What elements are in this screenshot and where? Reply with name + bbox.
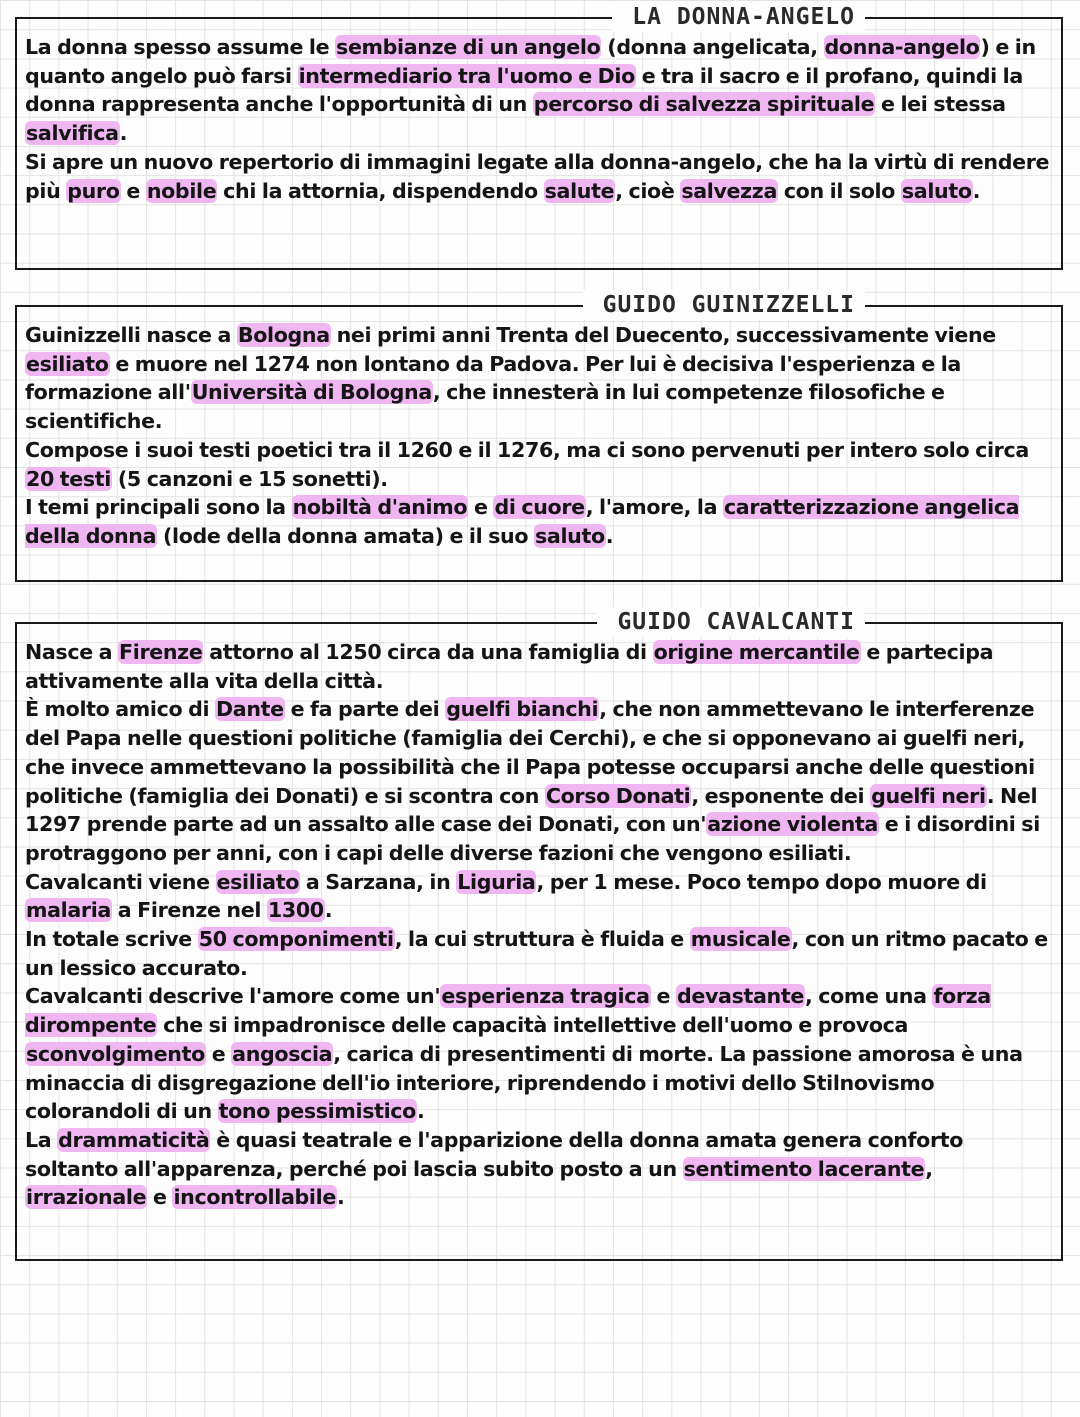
paragraph xyxy=(25,868,1051,925)
text-run: e xyxy=(120,178,146,203)
highlighted-text: Firenze xyxy=(119,640,203,664)
paragraph xyxy=(25,1126,1051,1212)
highlighted-text: nobiltà d'animo xyxy=(292,495,468,520)
paragraph xyxy=(25,436,1051,493)
highlighted-text: saluto xyxy=(534,523,605,548)
text-run: La xyxy=(25,1127,58,1152)
text-run: , la cui struttura è fluida e xyxy=(394,927,690,952)
text-run: , per 1 mese. Poco tempo dopo muore di xyxy=(536,869,987,894)
paragraph xyxy=(25,148,1051,205)
highlighted-text: devastante xyxy=(676,984,804,1009)
highlighted-text: guelfi bianchi xyxy=(446,697,599,722)
highlighted-text: nobile xyxy=(146,178,217,203)
paragraph xyxy=(25,638,1051,695)
section-title: GUIDO CAVALCANTI xyxy=(607,607,865,637)
highlighted-text: tono pessimistico xyxy=(218,1099,416,1124)
highlighted-text: Corso Donati xyxy=(545,783,691,808)
highlighted-text: angoscia xyxy=(232,1041,333,1066)
highlighted-text: musicale xyxy=(690,927,791,952)
highlighted-text: saluto xyxy=(901,178,972,203)
text-run: È molto amico di xyxy=(25,697,216,722)
section-donna-angelo xyxy=(15,4,1063,270)
highlighted-text: di cuore xyxy=(494,495,585,520)
text-run: , come una xyxy=(804,984,933,1009)
text-run: , con un ritmo pacato e un lessico accurato. xyxy=(25,927,1048,980)
text-run: e lei stessa xyxy=(875,92,1006,117)
text-run: a Sarzana, in xyxy=(300,869,457,894)
text-run: . xyxy=(972,178,981,203)
text-run: Guinizzelli nasce a xyxy=(25,323,237,347)
text-run: e fa parte dei xyxy=(284,697,446,722)
text-run: I temi principali sono la xyxy=(25,495,292,520)
section-guido-guinizzelli xyxy=(15,292,1063,582)
text-run: ) e in quanto angelo può farsi xyxy=(25,35,1036,88)
text-run: , carica di presentimenti di morte. La passione amorosa è una minaccia di disgregazione dell'io interiore, riprendendo i motivi dello Stilnovismo colorandoli di un xyxy=(25,1041,1023,1124)
highlighted-text: caratterizzazione angelica della donna xyxy=(25,495,1020,548)
highlighted-text: donna-angelo xyxy=(824,35,980,59)
section-body xyxy=(17,19,1061,205)
highlighted-text: salvifica xyxy=(26,121,119,146)
highlighted-text: sconvolgimento xyxy=(26,1041,205,1066)
highlighted-text: percorso di salvezza spirituale xyxy=(533,92,875,117)
text-run: (donna angelicata, xyxy=(601,35,824,59)
text-run: è quasi teatrale e l'apparizione della donna amata genera conforto soltanto all'apparenza, perché poi lascia subito posto a un xyxy=(25,1127,964,1181)
text-run: , cioè xyxy=(615,178,681,203)
text-run: Compose i suoi testi poetici tra il 1260 e il 1276, ma ci sono pervenuti per intero solo circa xyxy=(25,437,1029,462)
text-run: Nasce a xyxy=(25,640,119,664)
highlighted-text: Liguria xyxy=(457,869,536,894)
highlighted-text: malaria xyxy=(26,898,111,923)
text-run: La donna spesso assume le xyxy=(25,35,336,59)
text-run: attorno al 1250 circa da una famiglia di xyxy=(203,640,653,664)
highlighted-text: azione violenta xyxy=(707,812,878,837)
text-run: , esponente dei xyxy=(691,783,871,808)
text-run: , xyxy=(925,1156,933,1181)
text-run: In totale scrive xyxy=(25,927,198,952)
highlighted-text: esperienza tragica xyxy=(441,984,650,1009)
text-run: (5 canzoni e 15 sonetti). xyxy=(112,466,388,491)
paragraph xyxy=(25,695,1051,867)
highlighted-text: guelfi neri xyxy=(871,783,986,808)
highlighted-text: Bologna xyxy=(237,323,330,347)
highlighted-text: forza dirompente xyxy=(25,984,991,1038)
text-run: . Nel 1297 prende parte ad un assalto alle case dei Donati, con un' xyxy=(25,783,1038,837)
text-run: , che innesterà in lui competenze filosofiche e scientifiche. xyxy=(25,380,945,434)
paragraph xyxy=(25,33,1051,148)
text-run: Cavalcanti viene xyxy=(25,869,216,894)
text-run: nei primi anni Trenta del Duecento, successivamente viene xyxy=(330,323,996,347)
text-run: . xyxy=(336,1185,345,1210)
text-run: che si impadronisce delle capacità intellettive dell'uomo e provoca xyxy=(157,1013,909,1038)
text-run: e i disordini si protraggono per anni, con i capi delle diverse fazioni che vengono esiliati. xyxy=(25,812,1040,865)
highlighted-text: origine mercantile xyxy=(653,640,860,664)
text-run: . xyxy=(416,1099,425,1124)
highlighted-text: sembianze di un angelo xyxy=(336,35,601,59)
text-run: e muore nel 1274 non lontano da Padova. Per lui è decisiva l'esperienza e la formazione all' xyxy=(25,351,961,405)
text-run: . xyxy=(324,898,333,923)
highlighted-text: irrazionale xyxy=(26,1185,147,1210)
highlighted-text: sentimento lacerante xyxy=(683,1156,925,1181)
text-run: (lode della donna amata) e il suo xyxy=(157,523,534,548)
highlighted-text: incontrollabile xyxy=(173,1185,336,1210)
text-run: e xyxy=(205,1041,232,1066)
text-run: con il solo xyxy=(778,178,901,203)
paragraph xyxy=(25,321,1051,436)
highlighted-text: esiliato xyxy=(216,869,300,894)
text-run: , l'amore, la xyxy=(585,495,723,520)
text-run: Si apre un nuovo repertorio di immagini legate alla donna-angelo, che ha la virtù di rendere più xyxy=(25,149,1050,203)
highlighted-text: drammaticità xyxy=(58,1127,210,1152)
paragraph xyxy=(25,925,1051,982)
paragraph xyxy=(25,982,1051,1126)
highlighted-text: esiliato xyxy=(26,351,109,376)
highlighted-text: 50 componimenti xyxy=(198,927,394,952)
highlighted-text: 20 testi xyxy=(26,466,112,491)
text-run: e partecipa attivamente alla vita della città. xyxy=(25,640,994,693)
text-run: . xyxy=(119,121,128,146)
text-run: Cavalcanti descrive l'amore come un' xyxy=(25,984,441,1009)
section-title: LA DONNA-ANGELO xyxy=(622,2,865,32)
text-run: . xyxy=(605,523,614,548)
highlighted-text: Dante xyxy=(216,697,284,722)
section-body xyxy=(17,624,1061,1212)
text-run: chi la attornia, dispendendo xyxy=(217,178,544,203)
text-run: e tra il sacro e il profano, quindi la donna rappresenta anche l'opportunità di un xyxy=(25,63,1023,117)
highlighted-text: intermediario tra l'uomo e Dio xyxy=(298,63,635,88)
text-run: e xyxy=(147,1185,173,1210)
highlighted-text: 1300 xyxy=(267,898,324,923)
paragraph xyxy=(25,493,1051,550)
text-run: a Firenze nel xyxy=(111,898,267,923)
text-run: , che non ammettevano le interferenze del Papa nelle questioni politiche (famiglia dei Cerchi), e che si opponevano ai guelfi neri, che invece ammettevano la possibilità che il Papa potesse occuparsi anche delle questioni politiche (famiglia dei Donati) e si scontra con xyxy=(25,697,1035,808)
text-run: e xyxy=(468,495,494,520)
highlighted-text: salvezza xyxy=(681,178,777,203)
section-body xyxy=(17,307,1061,551)
highlighted-text: salute xyxy=(544,178,615,203)
highlighted-text: puro xyxy=(67,178,120,203)
section-guido-cavalcanti xyxy=(15,609,1063,1261)
section-title: GUIDO GUINIZZELLI xyxy=(593,290,865,320)
text-run: e xyxy=(650,984,676,1009)
highlighted-text: Università di Bologna xyxy=(191,380,432,405)
